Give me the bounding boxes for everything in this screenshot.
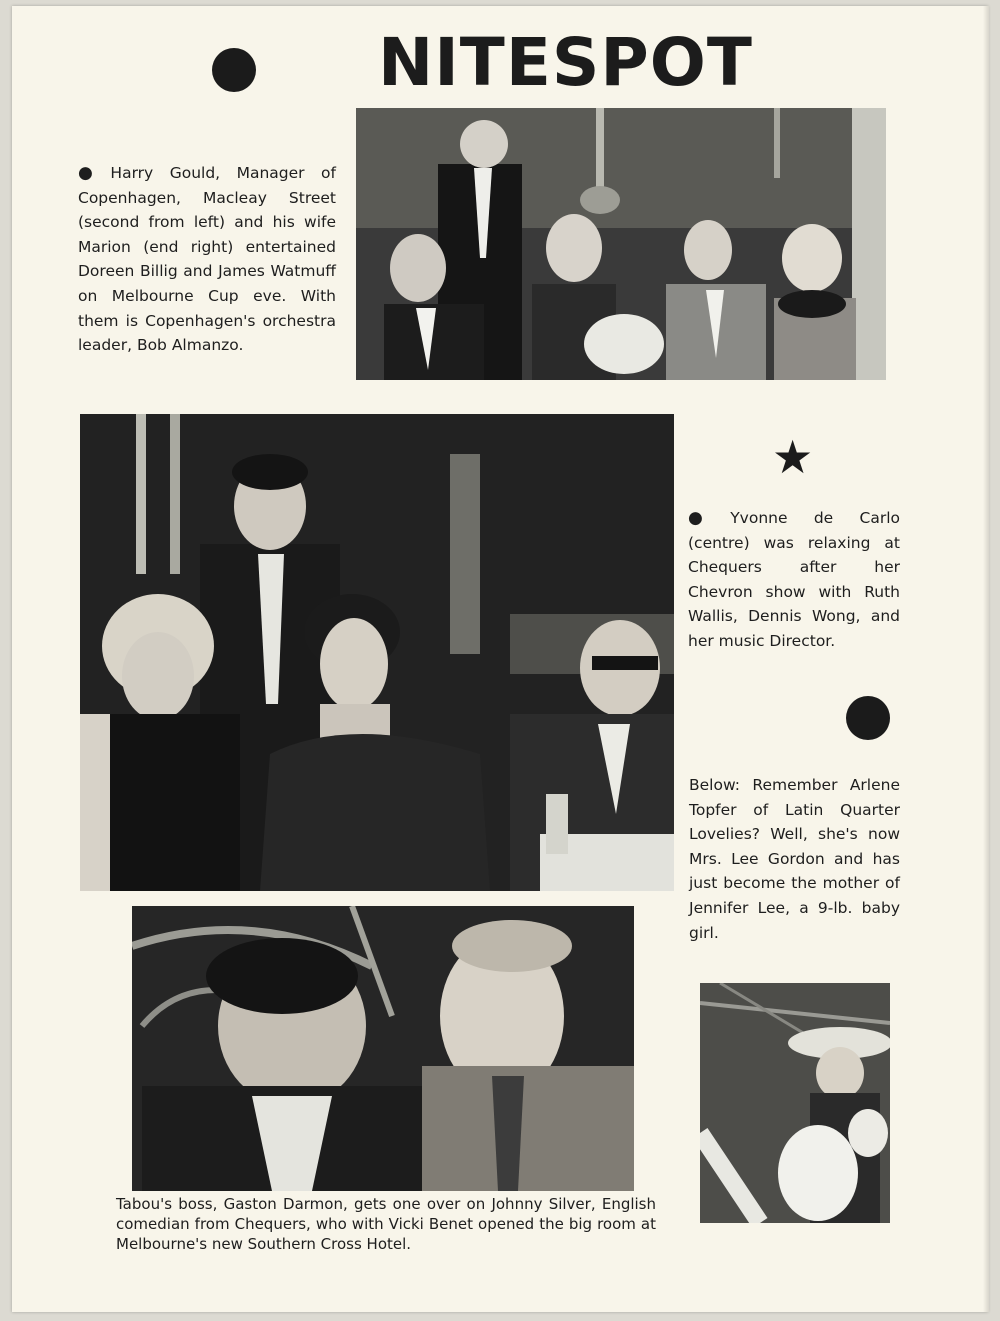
photo-copenhagen-group — [356, 108, 886, 380]
photo-arlene-poodle — [700, 983, 890, 1223]
caption-tabou-text: Tabou's boss, Gaston Darmon, gets one over on Johnny Silver, English comedian from Chequers, who with Vicki Benet opened the big room at Melbourne's new Southern Cross Hotel. — [116, 1195, 656, 1253]
magazine-page — [12, 6, 988, 1312]
caption-chequers-text: Yvonne de Carlo (centre) was relaxing at Chequers after her Chevron show with Ruth Wallis, Dennis Wong, and her music Director. — [688, 509, 900, 650]
photo-chequers-group — [80, 414, 674, 891]
bullet-icon: ● — [688, 508, 725, 528]
caption-copenhagen-text: Harry Gould, Manager of Copenhagen, Macleay Street (second from left) and his wife Marion (end right) entertained Doreen Billig and James Watmuff on Melbourne Cup eve. With them is Copenhagen's orchestra leader, Bob Almanzo. — [78, 164, 336, 355]
caption-arlene-text: Below: Remember Arlene Topfer of Latin Quarter Lovelies? Well, she's now Mrs. Lee Gordon and has just become the mother of Jennifer Lee, a 9-lb. baby girl. — [689, 776, 900, 942]
page-title: NITESPOT — [378, 24, 753, 101]
decorative-dot-icon — [846, 696, 890, 740]
bullet-icon: ● — [78, 163, 105, 183]
caption-tabou — [116, 1194, 656, 1254]
caption-chequers — [688, 506, 900, 654]
caption-arlene — [689, 773, 900, 945]
page-edge — [983, 6, 989, 1312]
star-icon: ★ — [772, 430, 814, 484]
decorative-dot-icon — [212, 48, 256, 92]
photo-tabou-boss — [132, 906, 634, 1191]
caption-copenhagen — [78, 161, 336, 358]
